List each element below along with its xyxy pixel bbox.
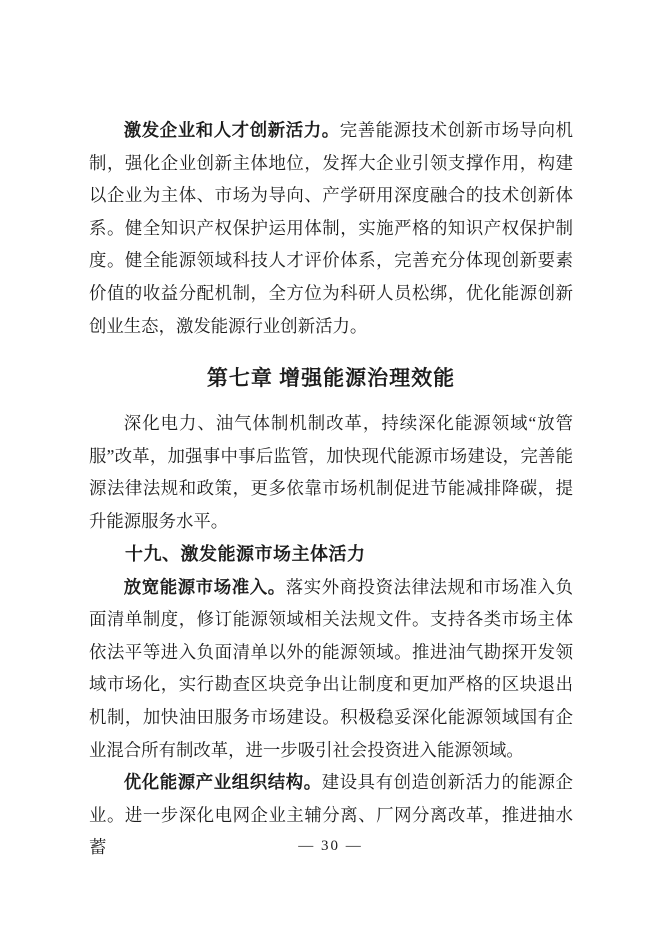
paragraph-body: 完善能源技术创新市场导向机制，强化企业创新主体地位，发挥大企业引领支撑作用，构建以企业为主体、市场为导向、产学研用深度融合的技术创新体系。健全知识产权保护运用体制，实施严格的知识产权保护制度。健全能源领域科技人才评价体系，完善充分体现创新要素价值的收益分配机制，全方位为科研人员松绑，优化能源创新创业生态，激发能源行业创新活力。	[89, 120, 573, 336]
paragraph-innovation-vitality	[89, 114, 573, 342]
paragraph-body: 建设具有创造创新活力的能源企业。进一步深化电网企业主辅分离、厂网分离改革，推进抽水蓄	[89, 772, 573, 858]
paragraph-body: 落实外商投资法律法规和市场准入负面清单制度，修订能源领域相关法规文件。支持各类市场主体依法平等进入负面清单以外的能源领域。推进油气勘探开发领域市场化，实行勘查区块竞争出让制度和更加严格的区块退出机制，加快油田服务市场建设。积极稳妥深化能源领域国有企业混合所有制改革，进一步吸引社会投资进入能源领域。	[89, 576, 573, 760]
paragraph-lead: 优化能源产业组织结构。	[123, 772, 322, 793]
paragraph-lead: 激发企业和人才创新活力。	[123, 120, 340, 140]
page-content	[89, 114, 573, 864]
page-number: — 30 —	[298, 838, 363, 854]
paragraph-market-access	[89, 571, 573, 767]
section-title: 十九、激发能源市场主体活力	[125, 543, 366, 564]
chapter-intro-paragraph: 深化电力、油气体制机制改革，持续深化能源领域“放管服”改革，加强事中事后监管，加快现代能源市场建设，完善能源法律法规和政策，更多依靠市场机制促进节能减排降碳，提升能源服务水平。	[89, 413, 573, 531]
paragraph-lead: 放宽能源市场准入。	[123, 576, 286, 597]
chapter-title: 第七章 增强能源治理效能	[206, 366, 456, 391]
